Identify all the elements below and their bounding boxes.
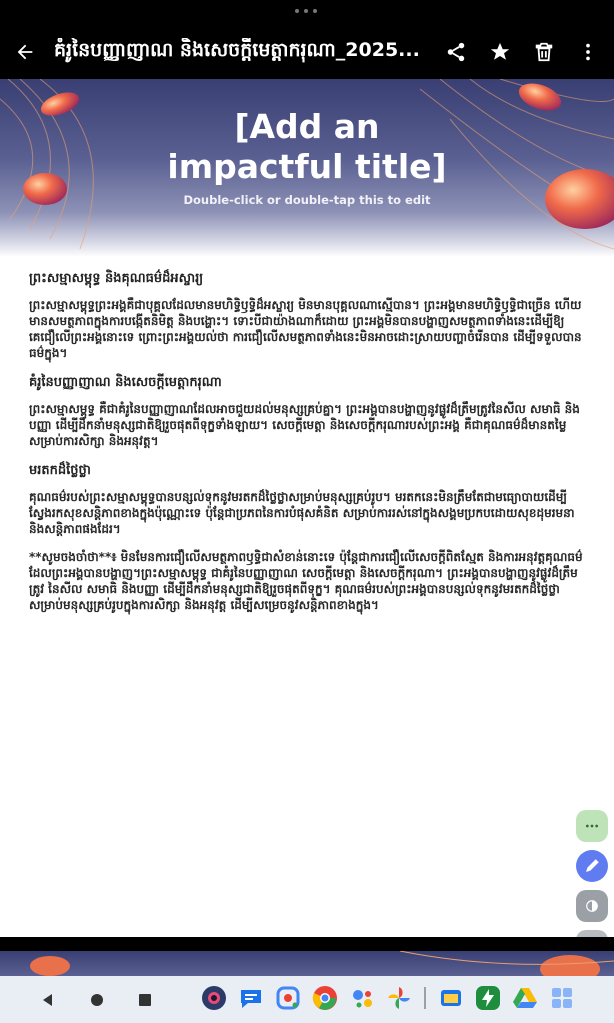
- messages-app[interactable]: [237, 984, 265, 1012]
- app-dock: [200, 984, 576, 1012]
- document-title: គំរូនៃបញ្ញាញាណ និងសេចក្តីមេត្តាករុណា_2025...: [54, 38, 420, 61]
- delete-button[interactable]: [526, 34, 562, 70]
- battery-app-icon: [475, 985, 501, 1011]
- banner-image[interactable]: [0, 79, 614, 257]
- section-heading: គំរូនៃបញ្ញាញាណ និងសេចក្តីមេត្តាករុណា: [29, 375, 222, 390]
- share-button[interactable]: [438, 34, 474, 70]
- status-strip: [0, 0, 614, 24]
- more-tools-button[interactable]: [576, 810, 608, 842]
- battery-app[interactable]: [474, 984, 502, 1012]
- camera-app-icon: [201, 985, 227, 1011]
- photos-app[interactable]: [385, 984, 413, 1012]
- chrome-app-icon: [312, 985, 338, 1011]
- nav-home-button[interactable]: [86, 989, 108, 1011]
- messages-app-icon: [238, 985, 264, 1011]
- document-page[interactable]: [0, 79, 614, 937]
- closing-paragraph: **សូមចងចាំថា**៖ មិនមែនការជឿលើសមត្ថភាពឫទ្ធិជាសំខាន់នោះទេ ប៉ុន្តែជាការជឿលើសេចក្តីពិតស្មែត និងការអនុវត្តគុណធម៌ដែលព្រះអង្គបានបង្ហាញ។ព្រះសម្មាសម្ពុទ្ធ ជាគំរូនៃបញ្ញាញាណ សេចក្តីមេត្តា និងសេចក្តីករុណា។ ព្រះអង្គបានបង្ហាញនូវផ្លូវដ៏ត្រឹមត្រូវ នៃសីល សមាធិ និងបញ្ញា ដើម្បីដឹកនាំមនុស្សជាតិឱ្យរួចផុតពីទុក្ខ។ គុណធម៌របស់ព្រះអង្គបានបន្សល់ទុកនូវមរតកដ៏ថ្លៃថ្លា សម្រាប់មនុស្សគ្រប់រូបក្នុងការសិក្សា និងអនុវត្ត ដើម្បីសម្រេចនូវសន្តិភាពខាងក្នុង។: [29, 550, 583, 612]
- nav-back-button[interactable]: [37, 989, 59, 1011]
- banner-title-line1: [Add an: [234, 107, 380, 146]
- pen-icon: [583, 857, 601, 875]
- assistant-app-icon: [349, 985, 375, 1011]
- banner-subtitle: Double-click or double-tap this to edit: [183, 193, 431, 207]
- nav-recents-button[interactable]: [134, 989, 156, 1011]
- trash-icon: [533, 41, 555, 63]
- more-vert-icon: [577, 41, 599, 63]
- page-separator: [0, 937, 614, 951]
- app-drawer-icon: [550, 986, 574, 1010]
- contrast-icon: [585, 899, 599, 913]
- more-options-button[interactable]: [570, 34, 606, 70]
- app-bar: [0, 24, 614, 79]
- camera-app[interactable]: [200, 984, 228, 1012]
- section-heading: ព្រះសម្មាសម្ពុទ្ធ និងគុណធម៌ដ៏អស្ចារ្យ: [29, 271, 204, 286]
- arrow-back-icon: [14, 41, 36, 63]
- section-paragraph: គុណធម៌របស់ព្រះសម្មាសម្ពុទ្ធបានបន្សល់ទុកនូវមរតកដ៏ថ្លៃថ្លាសម្រាប់មនុស្សគ្រប់រូប។ មរតកនេះមិនត្រឹមតែជាមធ្យោបាយដើម្បីស្វែងរកសុខសន្តិភាពខាងក្នុងប៉ុណ្ណោះទេ ប៉ុន្តែជាប្រភពនៃការបំផុសគំនិត សម្រាប់ការរស់នៅក្នុងសង្គមប្រកបដោយសុខដុមរមនា និងសន្តិភាពផងដែរ។: [29, 490, 575, 536]
- slides-app-icon: [438, 985, 464, 1011]
- more-horiz-icon: [584, 818, 600, 834]
- banner-title-line2: impactful title]: [167, 147, 447, 186]
- document-content[interactable]: [29, 269, 585, 625]
- share-icon: [445, 41, 467, 63]
- drive-app-icon: [512, 985, 538, 1011]
- star-icon: [489, 41, 511, 63]
- lens-app[interactable]: [274, 984, 302, 1012]
- section-paragraph: ព្រះសម្មាសម្ពុទ្ធព្រះអង្គគឺជាបុគ្គលដែលមានមហិទ្ធិឫទ្ធិដ៏អស្ចារ្យ មិនមានបុគ្គលណាស្មើបាន។ ព្រះអង្គមានមហិទ្ធិឫទ្ធិជាច្រើន ហើយមានសមត្ថភាពក្នុងការបង្កើតនិមិត្ត និងបង្ហោះ។ ទោះបីជាយ៉ាងណាក៏ដោយ ព្រះអង្គមិនបានបង្ហាញសមត្ថភាពទាំងនេះដើម្បីឱ្យគេជឿលើព្រះអង្គនោះទេ ព្រោះព្រះអង្គយល់ថា ការជឿលើសមត្ថភាពទាំងនេះមិនអាចដោះស្រាយបញ្ហាចំរើនបាន ដើម្បីទទួលបានធម៌ក្នុង។: [29, 298, 582, 360]
- window-drag-handle[interactable]: [295, 9, 317, 13]
- contrast-button[interactable]: [576, 890, 608, 922]
- recents-square-icon: [139, 994, 151, 1006]
- next-page-preview[interactable]: [0, 951, 614, 976]
- banner-title[interactable]: [0, 107, 614, 187]
- favorite-button[interactable]: [482, 34, 518, 70]
- app-drawer[interactable]: [548, 984, 576, 1012]
- section-paragraph: ព្រះសម្មាសម្ពុទ្ធ គឺជាគំរូនៃបញ្ញាញាណដែលអាចជួយដល់មនុស្សគ្រប់គ្នា។ ព្រះអង្គបានបង្ហាញនូវផ្លូវដ៏ត្រឹមត្រូវនៃសីល សមាធិ និងបញ្ញា ដើម្បីដឹកនាំមនុស្សជាតិឱ្យរួចផុតពីទុក្ខទាំងឡាយ។ សេចក្តីមេត្តា និងសេចក្តីករុណារបស់ព្រះអង្គ គឺជាគុណធម៌ដ៏មានតម្លៃសម្រាប់ការសិក្សា និងអនុវត្ត។: [29, 402, 580, 448]
- photos-app-icon: [386, 985, 412, 1011]
- slides-app[interactable]: [437, 984, 465, 1012]
- back-triangle-icon: [41, 993, 55, 1007]
- dock-divider: [424, 987, 426, 1009]
- lens-app-icon: [275, 985, 301, 1011]
- drive-app[interactable]: [511, 984, 539, 1012]
- next-page-decoration: [0, 951, 614, 976]
- chrome-app[interactable]: [311, 984, 339, 1012]
- assistant-app[interactable]: [348, 984, 376, 1012]
- back-button[interactable]: [0, 27, 50, 77]
- section-heading: មរតកដ៏ថ្លៃថ្លា: [29, 463, 91, 478]
- home-circle-icon: [90, 993, 104, 1007]
- annotate-button[interactable]: [576, 850, 608, 882]
- system-nav-bar: [0, 976, 614, 1023]
